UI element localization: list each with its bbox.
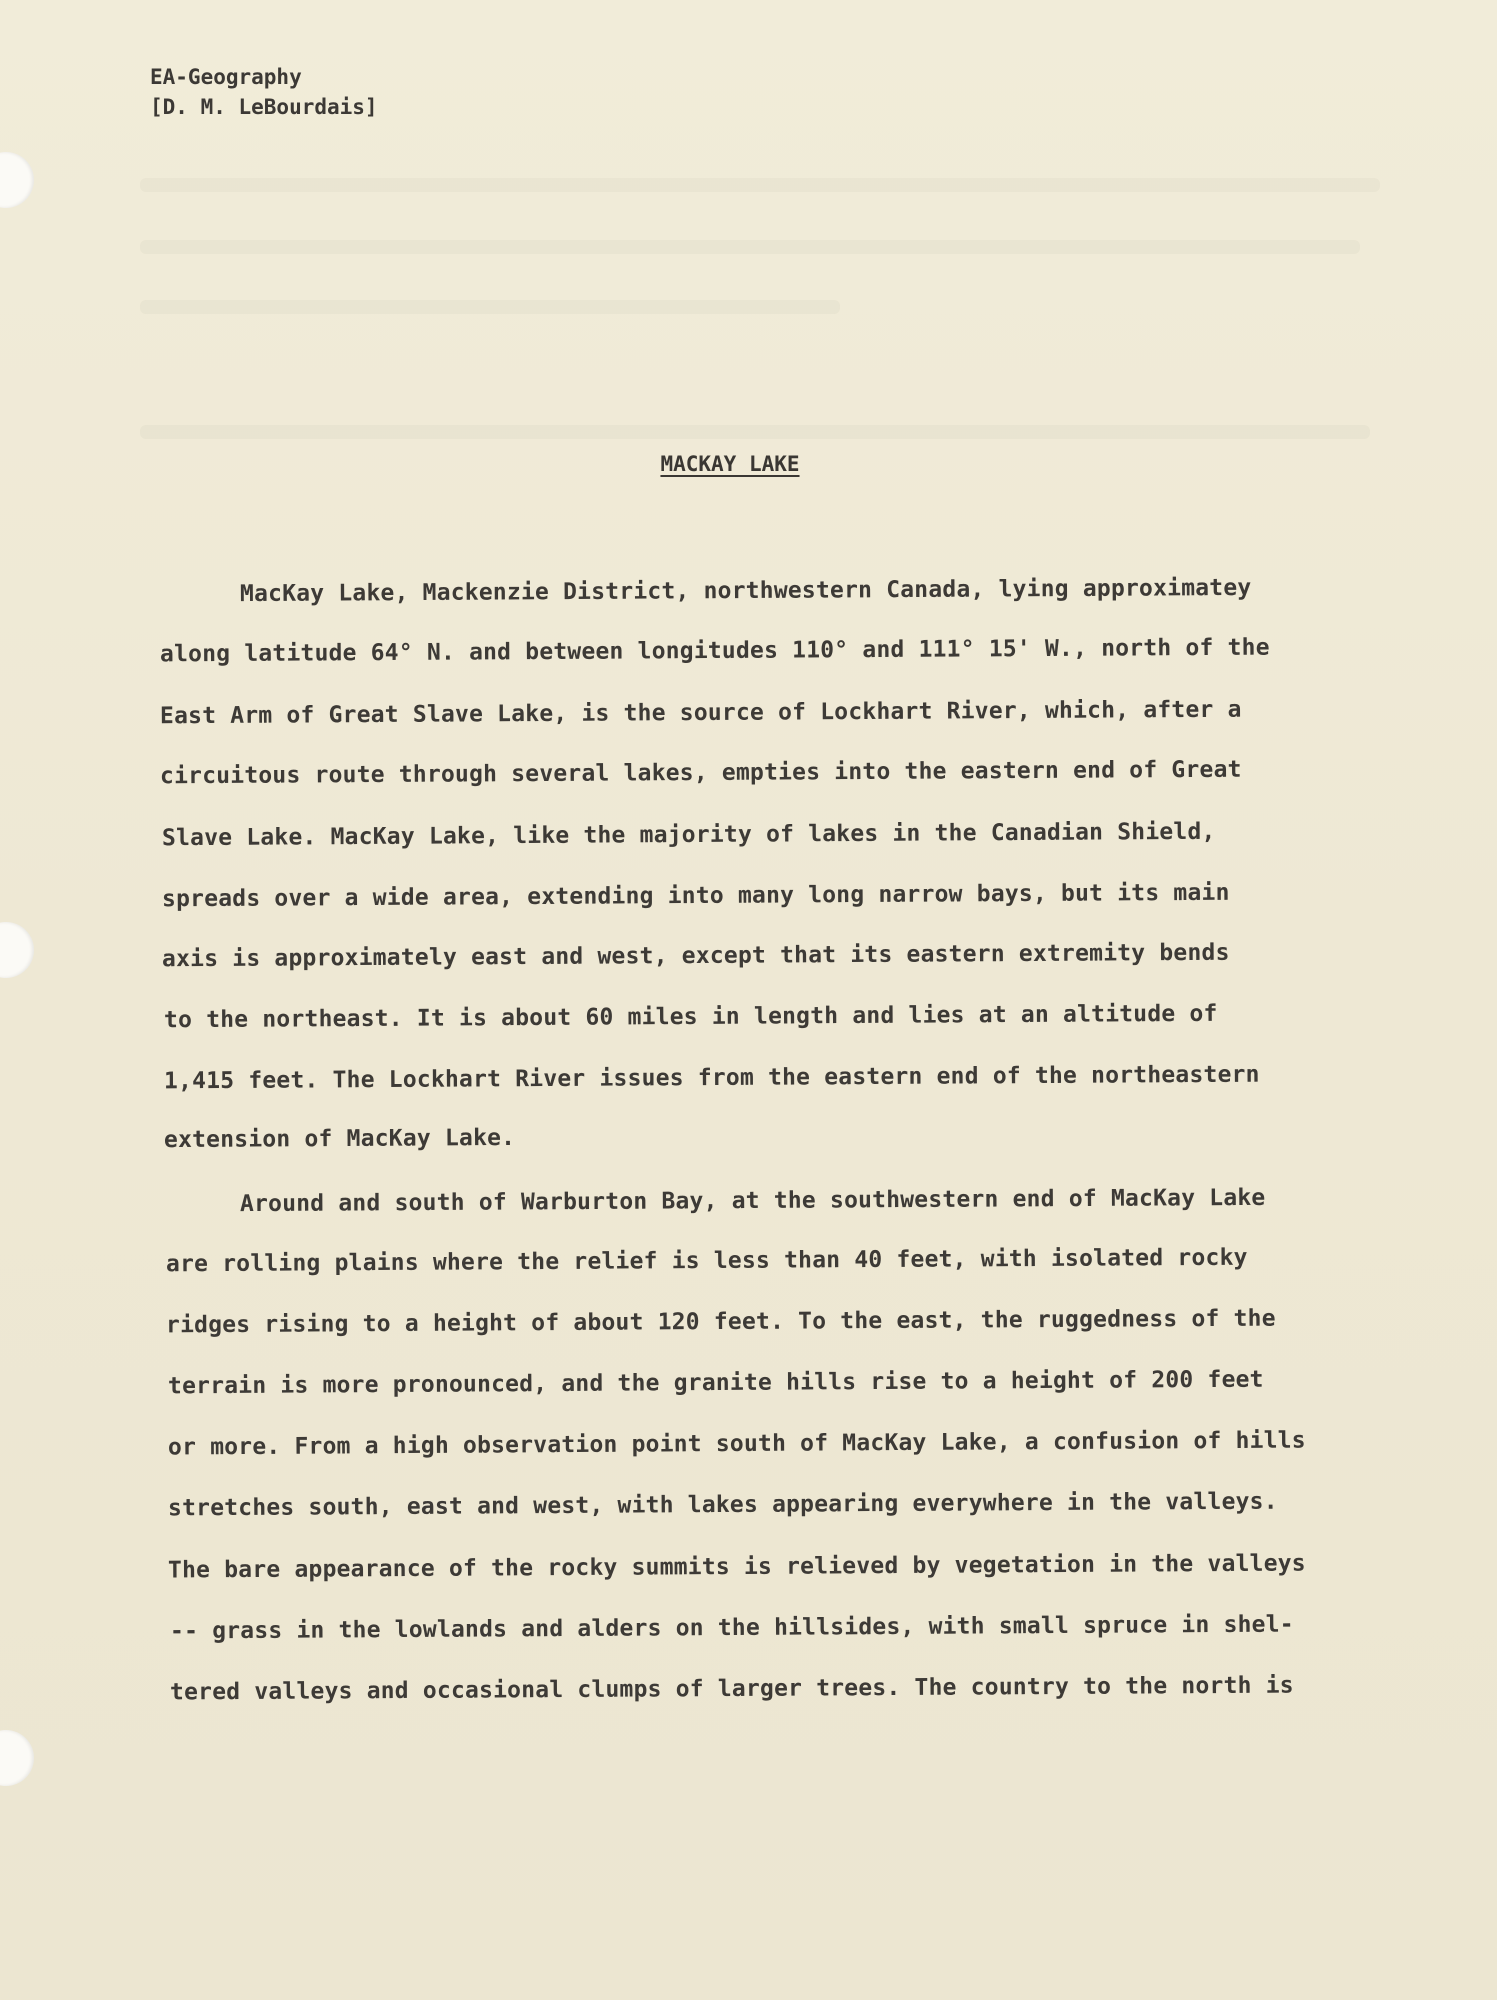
body-line: are rolling plains where the relief is less than 40 feet, with isolated rocky [165, 1244, 1248, 1278]
body-line: circuitous route through several lakes, empties into the eastern end of Great [159, 756, 1242, 790]
document-header [150, 62, 378, 122]
body-line: stretches south, east and west, with lakes appearing everywhere in the valleys. [167, 1488, 1278, 1522]
punch-hole [0, 922, 34, 978]
body-line: MacKay Lake, Mackenzie District, northwestern Canada, lying approximatey [239, 574, 1252, 608]
body-line: axis is approximately east and west, except that its eastern extremity bends [161, 939, 1230, 973]
bleed-through-shadow [140, 425, 1370, 439]
header-author: [D. M. LeBourdais] [150, 95, 378, 119]
body-line: extension of MacKay Lake. [163, 1124, 516, 1154]
body-line: along latitude 64° N. and between longitudes 110° and 111° 15' W., north of the [159, 634, 1270, 668]
body-line: 1,415 feet. The Lockhart River issues from the eastern end of the northeastern [163, 1061, 1260, 1095]
body-line: East Arm of Great Slave Lake, is the source of Lockhart River, which, after a [159, 696, 1242, 730]
body-line: tered valleys and occasional clumps of larger trees. The country to the north is [169, 1672, 1294, 1706]
body-line: Slave Lake. MacKay Lake, like the majority of lakes in the Canadian Shield, [161, 818, 1216, 852]
bleed-through-shadow [140, 240, 1360, 254]
document-title: MACKAY LAKE [660, 452, 800, 476]
body-line: -- grass in the lowlands and alders on the hillsides, with small spruce in shel- [169, 1611, 1294, 1645]
bleed-through-shadow [140, 300, 840, 314]
punch-hole [0, 1730, 34, 1786]
body-line: The bare appearance of the rocky summits is relieved by vegetation in the valleys [167, 1550, 1306, 1584]
header-department: EA-Geography [150, 65, 302, 89]
bleed-through-shadow [140, 178, 1380, 192]
body-line: to the northeast. It is about 60 miles in length and lies at an altitude of [163, 1000, 1218, 1034]
body-line: or more. From a high observation point south of MacKay Lake, a confusion of hills [167, 1427, 1306, 1461]
body-line: terrain is more pronounced, and the granite hills rise to a height of 200 feet [167, 1366, 1264, 1400]
body-line: ridges rising to a height of about 120 feet. To the east, the ruggedness of the [165, 1305, 1276, 1339]
punch-hole [0, 152, 34, 208]
body-line: spreads over a wide area, extending into many long narrow bays, but its main [161, 879, 1230, 913]
body-line: Around and south of Warburton Bay, at the southwestern end of MacKay Lake [239, 1184, 1266, 1218]
